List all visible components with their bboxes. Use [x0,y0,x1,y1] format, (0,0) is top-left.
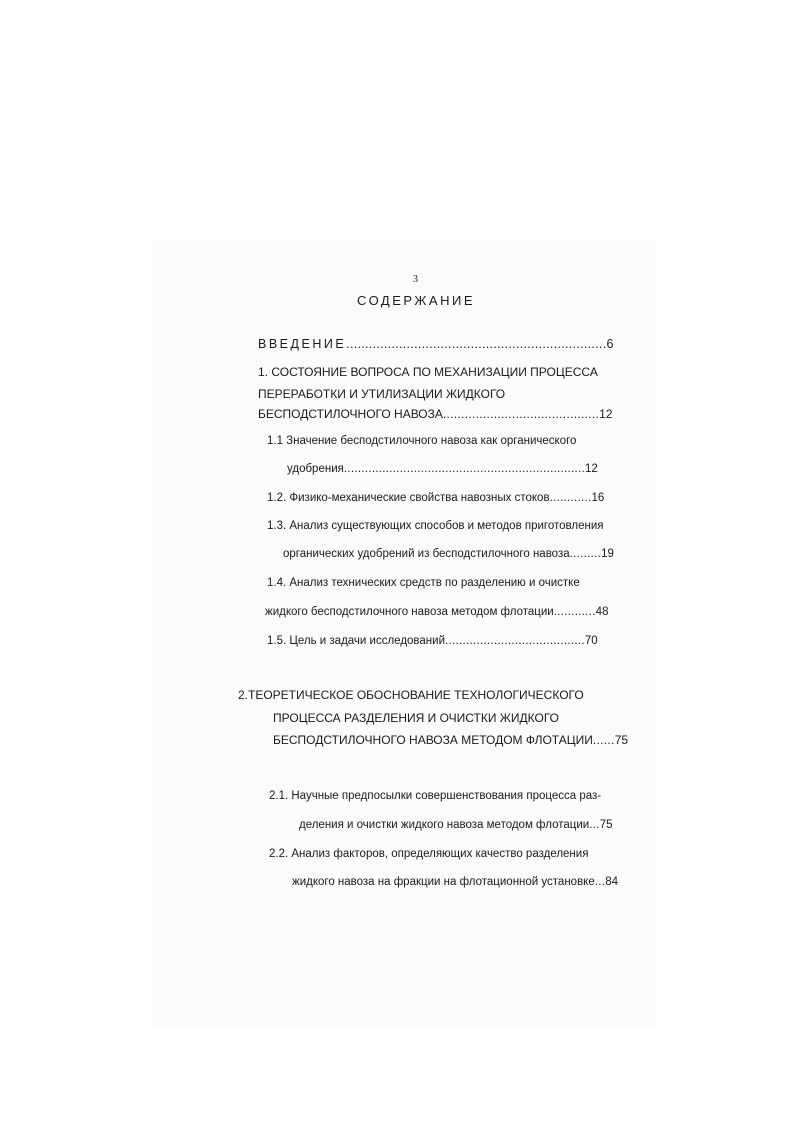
toc-entry-ch2-line1: 2.ТЕОРЕТИЧЕСКОЕ ОБОСНОВАНИЕ ТЕХНОЛОГИЧЕСКОГО [238,688,584,702]
scanned-page [152,240,657,1028]
toc-entry-1-3-line1: 1.3. Анализ существующих способов и методов приготовления [267,520,604,532]
toc-entry-2-2-line2 [292,877,618,889]
toc-entry-1-5 [267,636,598,648]
page-number: 3 [413,274,418,285]
toc-leader: ... [589,819,600,831]
toc-leader: ........................................... [442,407,600,421]
toc-entry-1-2 [267,493,604,505]
toc-entry-ch1-line1: 1. СОСТОЯНИЕ ВОПРОСА ПО МЕХАНИЗАЦИИ ПРОЦЕССА [258,365,598,379]
toc-leader: ...... [592,733,615,747]
toc-page: 48 [595,606,609,618]
toc-page: 6 [606,337,614,351]
toc-label: деления и очистки жидкого навоза методом флотации [299,819,590,831]
toc-page: 84 [605,876,619,888]
toc-leader: ..................................................................... [346,337,607,351]
toc-entry-ch1-line2: ПЕРЕРАБОТКИ И УТИЛИЗАЦИИ ЖИДКОГО [258,387,506,401]
toc-entry-2-2-line1: 2.2. Анализ факторов, определяющих качество разделения [269,848,589,860]
page-title: СОДЕРЖАНИЕ [357,293,476,308]
toc-label: жидкого навоза на фракции на флотационной установке [292,876,595,888]
toc-entry-1-1-line1: 1.1 Значение бесподстилочного навоза как органического [267,435,577,447]
toc-leader: ........................................ [445,635,585,647]
toc-page: 19 [601,548,614,560]
toc-page: 16 [591,492,605,504]
toc-leader: ............ [549,492,592,504]
toc-label: удобрения [287,463,344,475]
toc-page: 75 [599,819,613,831]
toc-leader: ......... [569,548,602,560]
toc-label: ВВЕДЕНИЕ [258,337,347,351]
toc-label: БЕСПОДСТИЛОЧНОГО НАВОЗА [258,407,443,421]
toc-page: 12 [599,407,613,421]
toc-leader: ..................................................................... [343,463,586,475]
toc-page: 12 [585,463,598,475]
toc-entry-1-3-line2 [283,549,614,561]
toc-label: БЕСПОДСТИЛОЧНОГО НАВОЗА МЕТОДОМ ФЛОТАЦИИ [273,733,593,747]
toc-entry-2-1-line1: 2.1. Научные предпосылки совершенствования процесса раз- [269,790,602,802]
toc-entry-ch1-line3 [258,408,613,420]
toc-entry-1-4-line2 [265,607,608,619]
toc-leader: ... [594,876,606,888]
toc-entry-ch2-line3 [273,734,628,746]
toc-entry-1-4-line1: 1.4. Анализ технических средств по разделению и очистке [267,577,580,589]
toc-label: 1.2. Физико-механические свойства навозных стоков [267,492,550,504]
toc-entry-intro [258,338,613,351]
toc-leader: ............ [553,606,596,618]
toc-entry-1-1-line2 [287,464,598,476]
toc-label: органических удобрений из бесподстилочного навоза [283,548,570,560]
toc-entry-2-1-line2 [299,820,613,832]
toc-page: 70 [584,635,598,647]
toc-label: 1.5. Цель и задачи исследований [267,635,446,647]
toc-page: 75 [614,733,629,747]
toc-entry-ch2-line2: ПРОЦЕССА РАЗДЕЛЕНИЯ И ОЧИСТКИ ЖИДКОГО [273,711,559,725]
toc-label: жидкого бесподстилочного навоза методом флотации [265,606,554,618]
